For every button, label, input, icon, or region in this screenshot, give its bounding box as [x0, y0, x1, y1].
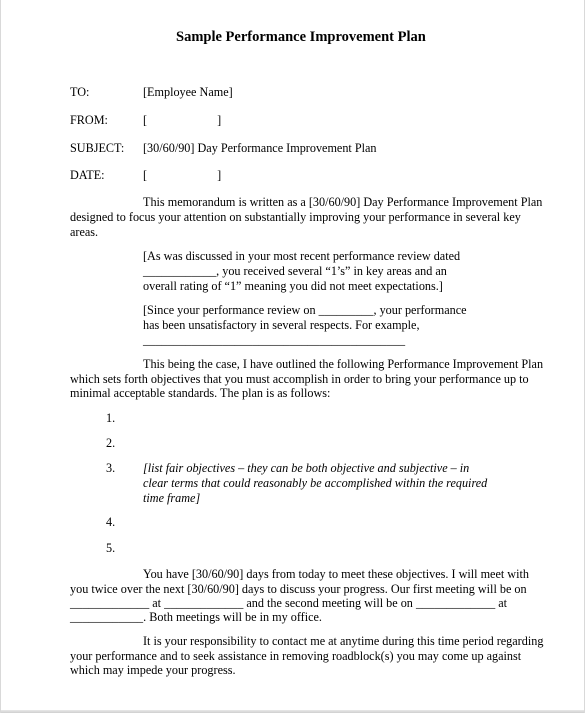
- to-value: [Employee Name]: [143, 85, 233, 99]
- option1-line: [As was discussed in your most recent performance review dated: [143, 249, 461, 263]
- outline-line: which sets forth objectives that you must accomplish in order to bring your performance up to: [70, 372, 529, 386]
- outline-line: This being the case, I have outlined the following Performance Improvement Plan: [143, 357, 544, 371]
- objective-instruction-line: [list fair objectives – they can be both objective and subjective – in: [143, 461, 470, 475]
- list-number: 5.: [106, 541, 116, 555]
- option1-line: ____________, you received several “1’s” in key areas and an: [143, 264, 447, 278]
- option2-line: ___________________________________________: [143, 333, 406, 347]
- closing-line: your performance and to seek assistance in removing roadblock(s) you may come up against: [70, 649, 522, 663]
- meeting-line: ____________. Both meetings will be in my office.: [70, 610, 322, 624]
- list-number: 4.: [106, 515, 116, 529]
- to-label: TO:: [70, 85, 90, 99]
- intro-line: This memorandum is written as a [30/60/90] Day Performance Improvement Plan: [143, 195, 543, 209]
- date-label: DATE:: [70, 168, 105, 182]
- objective-instruction-line: time frame]: [143, 491, 201, 505]
- from-label: FROM:: [70, 113, 108, 127]
- closing-line: It is your responsibility to contact me at anytime during this time period regarding: [143, 634, 544, 648]
- meeting-line: You have [30/60/90] days from today to meet these objectives. I will meet with: [143, 567, 529, 581]
- objective-instruction-line: clear terms that could reasonably be accomplished within the required: [143, 476, 488, 490]
- date-value: [ ]: [143, 168, 222, 182]
- list-number: 3.: [106, 461, 116, 475]
- intro-line: areas.: [70, 225, 99, 239]
- outline-line: minimal acceptable standards. The plan is as follows:: [70, 386, 331, 400]
- subject-label: SUBJECT:: [70, 141, 125, 155]
- option2-line: has been unsatisfactory in several respects. For example,: [143, 318, 420, 332]
- meeting-line: _____________ at _____________ and the second meeting will be on _____________ at: [70, 596, 508, 610]
- from-value: [ ]: [143, 113, 222, 127]
- option2-line: [Since your performance review on _________, your performance: [143, 303, 467, 317]
- list-number: 1.: [106, 411, 116, 425]
- meeting-line: you twice over the next [30/60/90] days to discuss your progress. Our first meeting will be on: [70, 582, 527, 596]
- intro-line: designed to focus your attention on substantially improving your performance in several key: [70, 210, 521, 224]
- document-title: Sample Performance Improvement Plan: [176, 29, 426, 45]
- subject-value: [30/60/90] Day Performance Improvement Plan: [143, 141, 377, 155]
- closing-line: which may impede your progress.: [70, 663, 236, 677]
- option1-line: overall rating of “1” meaning you did not meet expectations.]: [143, 279, 443, 293]
- list-number: 2.: [106, 436, 116, 450]
